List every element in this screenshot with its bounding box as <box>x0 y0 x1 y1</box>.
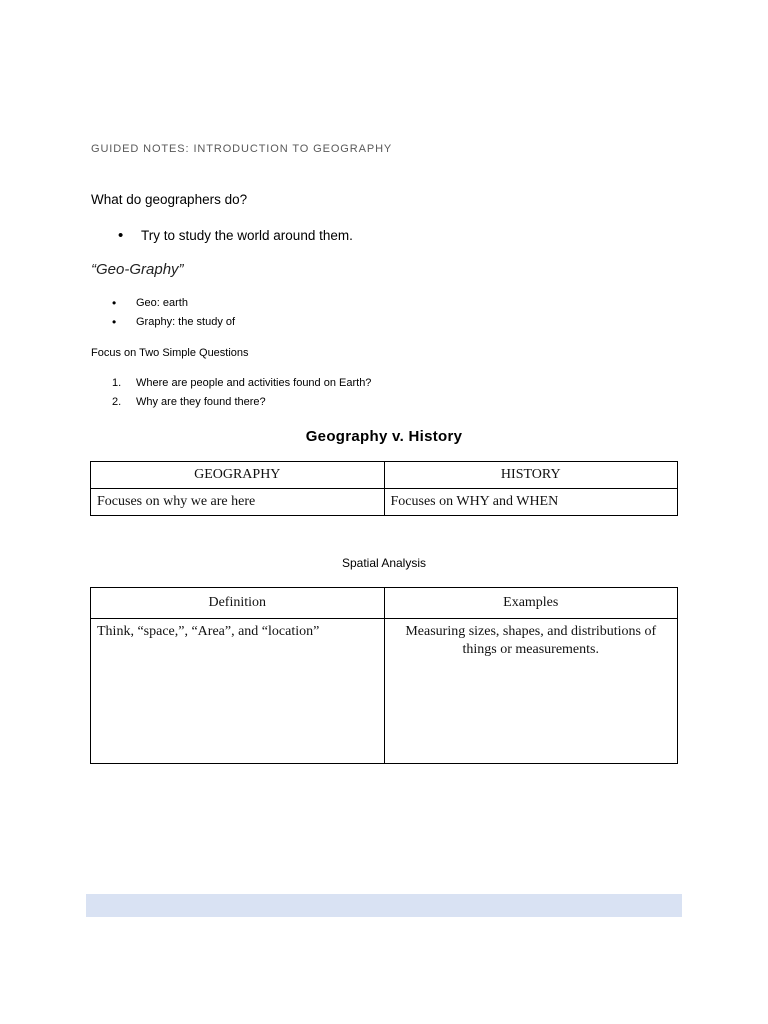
table-cell: Measuring sizes, shapes, and distributions of things or measurements. <box>384 619 678 764</box>
comparison-table-title: Geography v. History <box>305 428 463 445</box>
table-row <box>91 619 678 764</box>
list-item: • Graphy: the study of <box>112 316 235 335</box>
list-item <box>112 377 371 396</box>
table-cell: Focuses on WHY and WHEN <box>384 489 678 516</box>
footer-band <box>86 894 682 917</box>
table-header-cell: Definition <box>91 588 385 619</box>
table-cell: Focuses on why we are here <box>91 489 385 516</box>
term-list <box>112 297 235 335</box>
list-item: • Geo: earth <box>112 297 235 316</box>
spatial-analysis-title: Spatial Analysis <box>341 556 427 570</box>
list-item <box>112 396 371 415</box>
table-header-cell: Examples <box>384 588 678 619</box>
list-number: 2. <box>112 396 122 408</box>
list-number: 1. <box>112 377 122 389</box>
list-item: • Try to study the world around them. <box>118 228 353 248</box>
table-header-cell: GEOGRAPHY <box>91 462 385 489</box>
table-row <box>91 489 678 516</box>
comparison-table <box>90 461 678 516</box>
table-header-cell: HISTORY <box>384 462 678 489</box>
list-text: Where are people and activities found on Earth? <box>136 377 372 389</box>
document-header: GUIDED NOTES: INTRODUCTION TO GEOGRAPHY <box>91 143 393 155</box>
focus-heading: Focus on Two Simple Questions <box>91 347 249 359</box>
geo-graphy-heading: “Geo-Graphy” <box>91 261 184 278</box>
question-heading: What do geographers do? <box>91 192 248 207</box>
answer-list <box>118 228 353 248</box>
list-text: Why are they found there? <box>136 396 266 408</box>
table-header-row <box>91 462 678 489</box>
spatial-analysis-table <box>90 587 678 764</box>
table-cell: Think, “space,”, “Area”, and “location” <box>91 619 385 764</box>
question-list <box>112 377 371 415</box>
table-header-row <box>91 588 678 619</box>
